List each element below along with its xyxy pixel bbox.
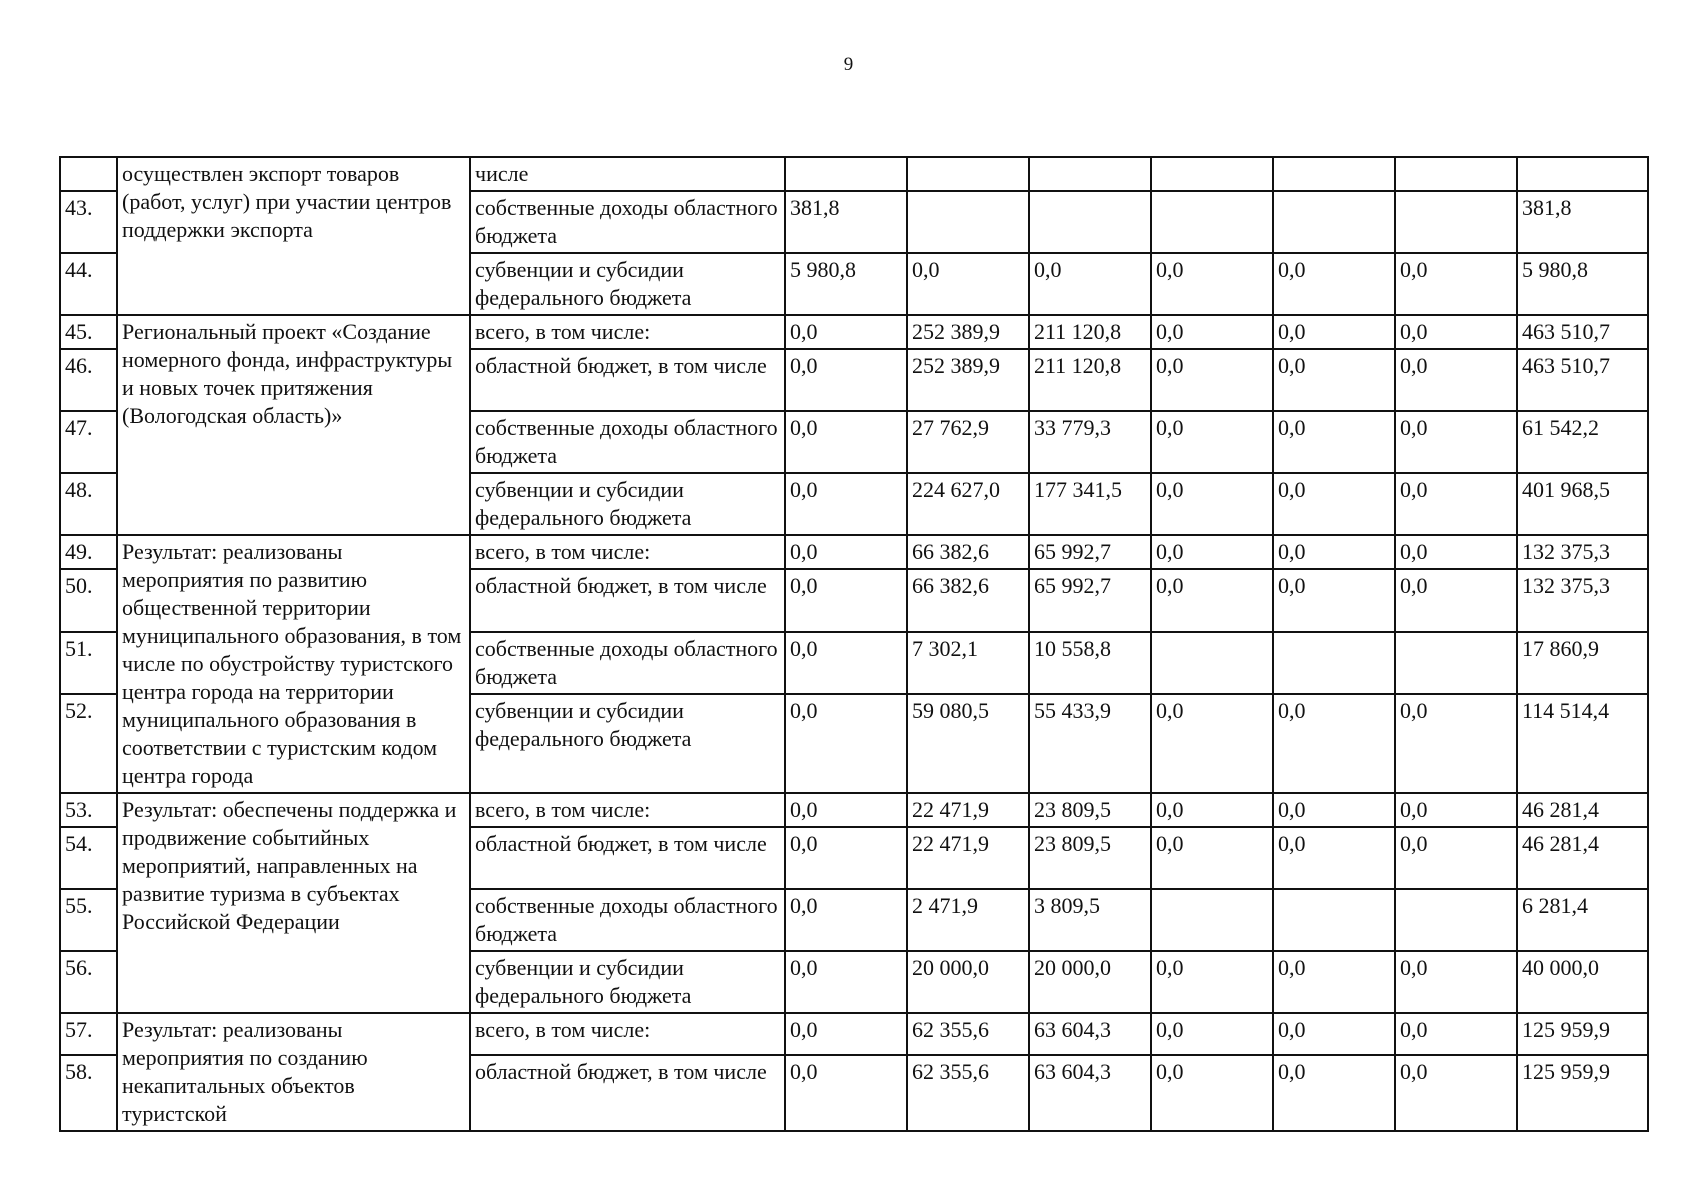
- amount-cell: [1151, 889, 1273, 951]
- amount-cell: 0,0: [1273, 694, 1395, 793]
- activity-description: Результат: реализованы мероприятия по развитию общественной территории муниципального образования, в том числе по обустройству туристского центра города на территории муниципального образования в соответствии с туристским кодом центра города: [117, 535, 470, 793]
- total-cell: 5 980,8: [1517, 253, 1648, 315]
- amount-cell: 252 389,9: [907, 349, 1029, 411]
- amount-cell: 59 080,5: [907, 694, 1029, 793]
- amount-cell: 0,0: [1151, 1055, 1273, 1131]
- row-number: [60, 157, 117, 191]
- funding-source: числе: [470, 157, 785, 191]
- amount-cell: 22 471,9: [907, 793, 1029, 827]
- amount-cell: 65 992,7: [1029, 535, 1151, 569]
- amount-cell: 211 120,8: [1029, 349, 1151, 411]
- amount-cell: 0,0: [1395, 1055, 1517, 1131]
- amount-cell: 0,0: [1151, 253, 1273, 315]
- funding-source: субвенции и субсидии федерального бюджета: [470, 253, 785, 315]
- row-number: 52.: [60, 694, 117, 793]
- amount-cell: 381,8: [785, 191, 907, 253]
- funding-source: областной бюджет, в том числе: [470, 349, 785, 411]
- row-number: 58.: [60, 1055, 117, 1131]
- activity-description: осуществлен экспорт товаров (работ, услуг) при участии центров поддержки экспорта: [117, 157, 470, 315]
- row-number: 48.: [60, 473, 117, 535]
- amount-cell: 63 604,3: [1029, 1055, 1151, 1131]
- amount-cell: 0,0: [1151, 315, 1273, 349]
- amount-cell: 22 471,9: [907, 827, 1029, 889]
- amount-cell: 0,0: [1151, 694, 1273, 793]
- amount-cell: 0,0: [785, 793, 907, 827]
- funding-source: областной бюджет, в том числе: [470, 1055, 785, 1131]
- amount-cell: 33 779,3: [1029, 411, 1151, 473]
- amount-cell: 0,0: [1273, 1055, 1395, 1131]
- amount-cell: 0,0: [785, 535, 907, 569]
- amount-cell: 0,0: [1151, 951, 1273, 1013]
- amount-cell: 0,0: [1273, 1013, 1395, 1055]
- total-cell: 463 510,7: [1517, 315, 1648, 349]
- total-cell: 463 510,7: [1517, 349, 1648, 411]
- amount-cell: [1029, 191, 1151, 253]
- amount-cell: 0,0: [785, 411, 907, 473]
- amount-cell: [785, 157, 907, 191]
- amount-cell: 0,0: [785, 632, 907, 694]
- amount-cell: 177 341,5: [1029, 473, 1151, 535]
- amount-cell: 0,0: [1395, 349, 1517, 411]
- row-number: 54.: [60, 827, 117, 889]
- amount-cell: 0,0: [1151, 411, 1273, 473]
- amount-cell: [1151, 632, 1273, 694]
- amount-cell: 63 604,3: [1029, 1013, 1151, 1055]
- amount-cell: 0,0: [1395, 411, 1517, 473]
- amount-cell: 211 120,8: [1029, 315, 1151, 349]
- amount-cell: 0,0: [1395, 827, 1517, 889]
- funding-source: областной бюджет, в том числе: [470, 827, 785, 889]
- table-row: [60, 535, 1648, 569]
- amount-cell: 62 355,6: [907, 1013, 1029, 1055]
- amount-cell: 0,0: [1273, 349, 1395, 411]
- row-number: 50.: [60, 569, 117, 631]
- amount-cell: 23 809,5: [1029, 793, 1151, 827]
- total-cell: 125 959,9: [1517, 1055, 1648, 1131]
- total-cell: [1517, 157, 1648, 191]
- amount-cell: 0,0: [785, 569, 907, 631]
- funding-source: субвенции и субсидии федерального бюджета: [470, 951, 785, 1013]
- amount-cell: 252 389,9: [907, 315, 1029, 349]
- amount-cell: 0,0: [1395, 1013, 1517, 1055]
- amount-cell: 0,0: [1151, 349, 1273, 411]
- row-number: 51.: [60, 632, 117, 694]
- row-number: 46.: [60, 349, 117, 411]
- row-number: 49.: [60, 535, 117, 569]
- funding-source: всего, в том числе:: [470, 535, 785, 569]
- amount-cell: 0,0: [1151, 473, 1273, 535]
- funding-source: субвенции и субсидии федерального бюджета: [470, 473, 785, 535]
- amount-cell: 0,0: [1151, 827, 1273, 889]
- total-cell: 132 375,3: [1517, 569, 1648, 631]
- total-cell: 17 860,9: [1517, 632, 1648, 694]
- row-number: 43.: [60, 191, 117, 253]
- amount-cell: 0,0: [785, 349, 907, 411]
- funding-source: всего, в том числе:: [470, 793, 785, 827]
- total-cell: 401 968,5: [1517, 473, 1648, 535]
- amount-cell: 0,0: [1273, 793, 1395, 827]
- total-cell: 46 281,4: [1517, 827, 1648, 889]
- amount-cell: 0,0: [785, 694, 907, 793]
- amount-cell: 23 809,5: [1029, 827, 1151, 889]
- amount-cell: 0,0: [907, 253, 1029, 315]
- table-row: [60, 1013, 1648, 1055]
- funding-source: всего, в том числе:: [470, 315, 785, 349]
- amount-cell: 7 302,1: [907, 632, 1029, 694]
- amount-cell: 66 382,6: [907, 569, 1029, 631]
- amount-cell: 0,0: [1395, 473, 1517, 535]
- amount-cell: 65 992,7: [1029, 569, 1151, 631]
- amount-cell: [907, 157, 1029, 191]
- amount-cell: 3 809,5: [1029, 889, 1151, 951]
- amount-cell: 0,0: [1151, 569, 1273, 631]
- amount-cell: 0,0: [785, 951, 907, 1013]
- table-row: [60, 157, 1648, 191]
- amount-cell: 20 000,0: [907, 951, 1029, 1013]
- amount-cell: 0,0: [1273, 473, 1395, 535]
- amount-cell: [1029, 157, 1151, 191]
- amount-cell: 0,0: [785, 473, 907, 535]
- amount-cell: 0,0: [1029, 253, 1151, 315]
- funding-source: собственные доходы областного бюджета: [470, 191, 785, 253]
- activity-description: Результат: обеспечены поддержка и продвижение событийных мероприятий, направленных на развитие туризма в субъектах Российской Федерации: [117, 793, 470, 1013]
- amount-cell: 0,0: [1273, 411, 1395, 473]
- total-cell: 132 375,3: [1517, 535, 1648, 569]
- amount-cell: [1273, 191, 1395, 253]
- amount-cell: 2 471,9: [907, 889, 1029, 951]
- row-number: 53.: [60, 793, 117, 827]
- amount-cell: 0,0: [1273, 569, 1395, 631]
- amount-cell: 0,0: [785, 889, 907, 951]
- amount-cell: [1151, 191, 1273, 253]
- funding-source: всего, в том числе:: [470, 1013, 785, 1055]
- amount-cell: [1273, 157, 1395, 191]
- amount-cell: [1151, 157, 1273, 191]
- total-cell: 61 542,2: [1517, 411, 1648, 473]
- table-row: [60, 793, 1648, 827]
- amount-cell: 27 762,9: [907, 411, 1029, 473]
- activity-description: Результат: реализованы мероприятия по созданию некапитальных объектов туристской: [117, 1013, 470, 1131]
- amount-cell: 0,0: [1395, 569, 1517, 631]
- activity-description: Региональный проект «Создание номерного фонда, инфраструктуры и новых точек притяжения (Вологодская область)»: [117, 315, 470, 535]
- amount-cell: 20 000,0: [1029, 951, 1151, 1013]
- funding-source: собственные доходы областного бюджета: [470, 411, 785, 473]
- page-number: 9: [843, 54, 854, 75]
- row-number: 45.: [60, 315, 117, 349]
- budget-table: [59, 156, 1649, 1132]
- row-number: 47.: [60, 411, 117, 473]
- amount-cell: [1395, 191, 1517, 253]
- amount-cell: [1395, 632, 1517, 694]
- amount-cell: 0,0: [1273, 315, 1395, 349]
- amount-cell: 0,0: [1151, 1013, 1273, 1055]
- amount-cell: 0,0: [1273, 827, 1395, 889]
- amount-cell: [907, 191, 1029, 253]
- amount-cell: 0,0: [785, 827, 907, 889]
- amount-cell: 0,0: [1395, 694, 1517, 793]
- amount-cell: 0,0: [785, 1013, 907, 1055]
- total-cell: 381,8: [1517, 191, 1648, 253]
- amount-cell: 0,0: [1273, 951, 1395, 1013]
- funding-source: собственные доходы областного бюджета: [470, 889, 785, 951]
- row-number: 56.: [60, 951, 117, 1013]
- amount-cell: 0,0: [1395, 315, 1517, 349]
- amount-cell: 0,0: [1151, 535, 1273, 569]
- amount-cell: 0,0: [1395, 253, 1517, 315]
- amount-cell: [1395, 889, 1517, 951]
- amount-cell: 0,0: [1151, 793, 1273, 827]
- amount-cell: 0,0: [1395, 793, 1517, 827]
- amount-cell: 224 627,0: [907, 473, 1029, 535]
- amount-cell: 0,0: [785, 315, 907, 349]
- row-number: 55.: [60, 889, 117, 951]
- total-cell: 114 514,4: [1517, 694, 1648, 793]
- amount-cell: [1395, 157, 1517, 191]
- total-cell: 40 000,0: [1517, 951, 1648, 1013]
- amount-cell: 0,0: [1273, 535, 1395, 569]
- total-cell: 46 281,4: [1517, 793, 1648, 827]
- row-number: 57.: [60, 1013, 117, 1055]
- amount-cell: [1273, 632, 1395, 694]
- total-cell: 125 959,9: [1517, 1013, 1648, 1055]
- amount-cell: 0,0: [785, 1055, 907, 1131]
- total-cell: 6 281,4: [1517, 889, 1648, 951]
- funding-source: субвенции и субсидии федерального бюджета: [470, 694, 785, 793]
- amount-cell: 5 980,8: [785, 253, 907, 315]
- funding-source: областной бюджет, в том числе: [470, 569, 785, 631]
- amount-cell: 62 355,6: [907, 1055, 1029, 1131]
- amount-cell: 0,0: [1395, 951, 1517, 1013]
- funding-source: собственные доходы областного бюджета: [470, 632, 785, 694]
- amount-cell: [1273, 889, 1395, 951]
- row-number: 44.: [60, 253, 117, 315]
- table-row: [60, 315, 1648, 349]
- amount-cell: 0,0: [1395, 535, 1517, 569]
- amount-cell: 0,0: [1273, 253, 1395, 315]
- amount-cell: 55 433,9: [1029, 694, 1151, 793]
- amount-cell: 10 558,8: [1029, 632, 1151, 694]
- amount-cell: 66 382,6: [907, 535, 1029, 569]
